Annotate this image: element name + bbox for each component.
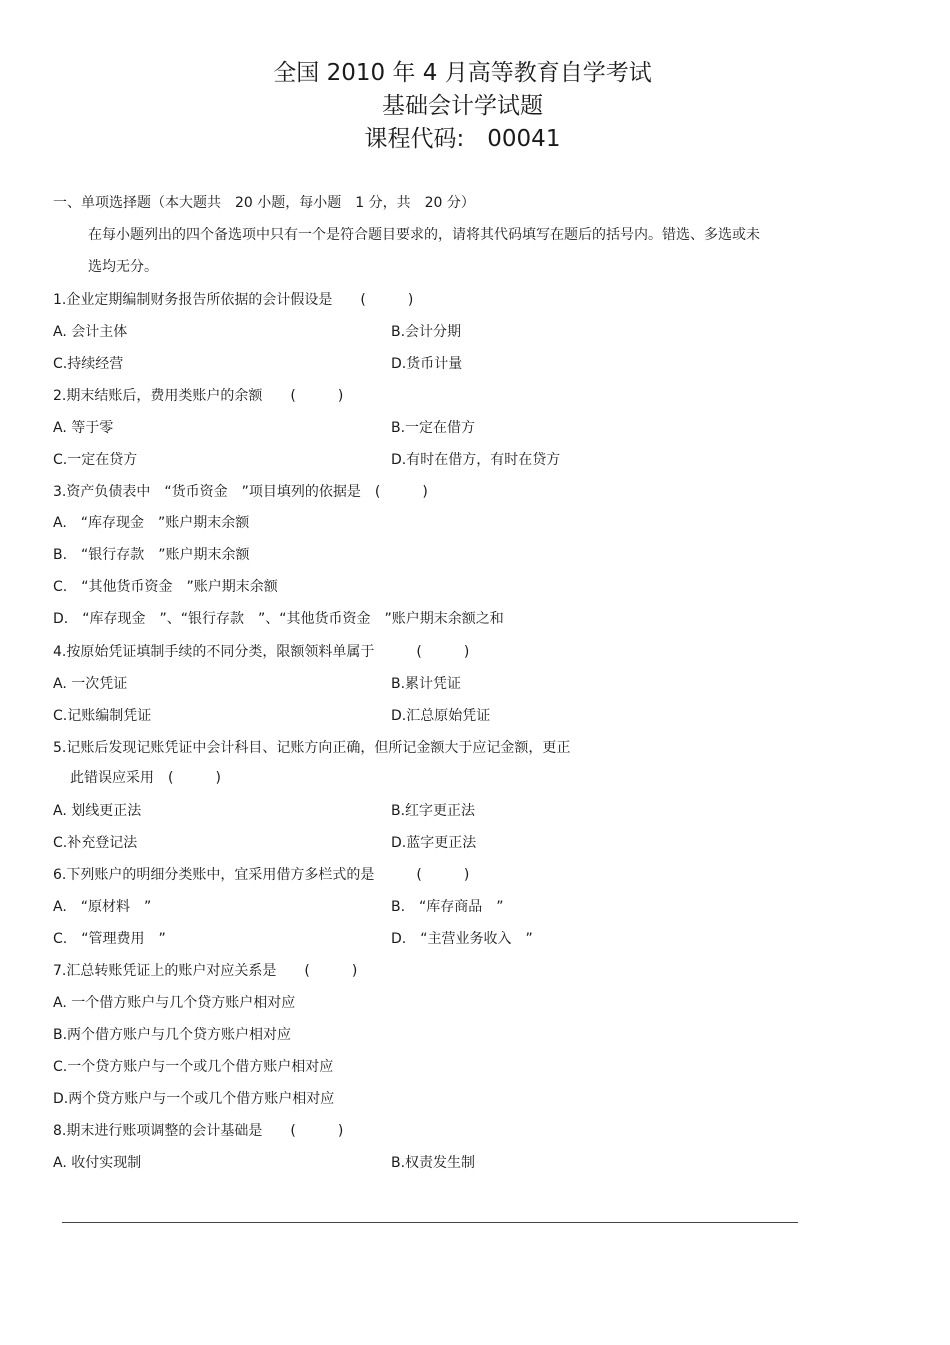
footer-divider (62, 1222, 798, 1223)
option-a: A. 收付实现制 (53, 1155, 142, 1171)
option-d: D.有时在借方，有时在贷方 (391, 452, 561, 468)
option-d: D.汇总原始凭证 (391, 708, 491, 724)
option-c: C.记账编制凭证 (53, 708, 152, 724)
course-code: 课程代码: 00041 (364, 126, 561, 152)
option-b: B.会计分期 (391, 324, 462, 340)
option-a: A. “库存现金 ”账户期末余额 (53, 515, 250, 531)
option-a: A. “原材料 ” (53, 899, 152, 915)
option-d: D.蓝字更正法 (391, 835, 477, 851)
option-b: B.一定在借方 (391, 420, 476, 436)
option-c: C.一个贷方账户与一个或几个借方账户相对应 (53, 1059, 334, 1075)
option-d: D.两个贷方账户与一个或几个借方账户相对应 (53, 1091, 335, 1107)
option-a: A. 一个借方账户与几个贷方账户相对应 (53, 995, 296, 1011)
question-stem: 5.记账后发现记账凭证中会计科目、记账方向正确，但所记金额大于应记金额，更正 (53, 740, 571, 756)
option-b: B.累计凭证 (391, 676, 462, 692)
option-c: C. “其他货币资金 ”账户期末余额 (53, 579, 278, 595)
section-instruction: 在每小题列出的四个备选项中只有一个是符合题目要求的，请将其代码填写在题后的括号内。错选、多选或未 (88, 227, 760, 243)
option-a: A. 等于零 (53, 420, 114, 436)
option-b: B. “库存商品 ” (391, 899, 504, 915)
option-d: D. “库存现金 ”、“银行存款 ”、“其他货币资金 ”账户期末余额之和 (53, 611, 504, 627)
exam-title: 全国 2010 年 4 月高等教育自学考试 (273, 60, 652, 86)
option-a: A. 一次凭证 (53, 676, 128, 692)
question-stem: 4.按原始凭证填制手续的不同分类，限额领料单属于 ( ) (53, 644, 470, 660)
section-heading: 一、单项选择题（本大题共 20 小题，每小题 1 分，共 20 分） (53, 195, 475, 211)
question-stem-cont: 此错误应采用 ( ) (70, 770, 221, 786)
option-c: C. “管理费用 ” (53, 931, 166, 947)
option-b: B.权责发生制 (391, 1155, 476, 1171)
option-a: A. 划线更正法 (53, 803, 142, 819)
question-stem: 2.期末结账后，费用类账户的余额 ( ) (53, 388, 344, 404)
option-b: B.红字更正法 (391, 803, 476, 819)
option-c: C.一定在贷方 (53, 452, 138, 468)
option-b: B.两个借方账户与几个贷方账户相对应 (53, 1027, 292, 1043)
question-stem: 6.下列账户的明细分类账中，宜采用借方多栏式的是 ( ) (53, 867, 470, 883)
option-b: B. “银行存款 ”账户期末余额 (53, 547, 250, 563)
option-c: C.持续经营 (53, 356, 124, 372)
option-c: C.补充登记法 (53, 835, 138, 851)
question-stem: 3.资产负债表中 “货币资金 ”项目填列的依据是 ( ) (53, 484, 428, 500)
exam-subject: 基础会计学试题 (382, 93, 543, 119)
option-d: D.货币计量 (391, 356, 463, 372)
option-a: A. 会计主体 (53, 324, 128, 340)
option-d: D. “主营业务收入 ” (391, 931, 533, 947)
section-instruction-cont: 选均无分。 (88, 259, 158, 275)
question-stem: 7.汇总转账凭证上的账户对应关系是 ( ) (53, 963, 358, 979)
question-stem: 8.期末进行账项调整的会计基础是 ( ) (53, 1123, 344, 1139)
question-stem: 1.企业定期编制财务报告所依据的会计假设是 ( ) (53, 292, 414, 308)
